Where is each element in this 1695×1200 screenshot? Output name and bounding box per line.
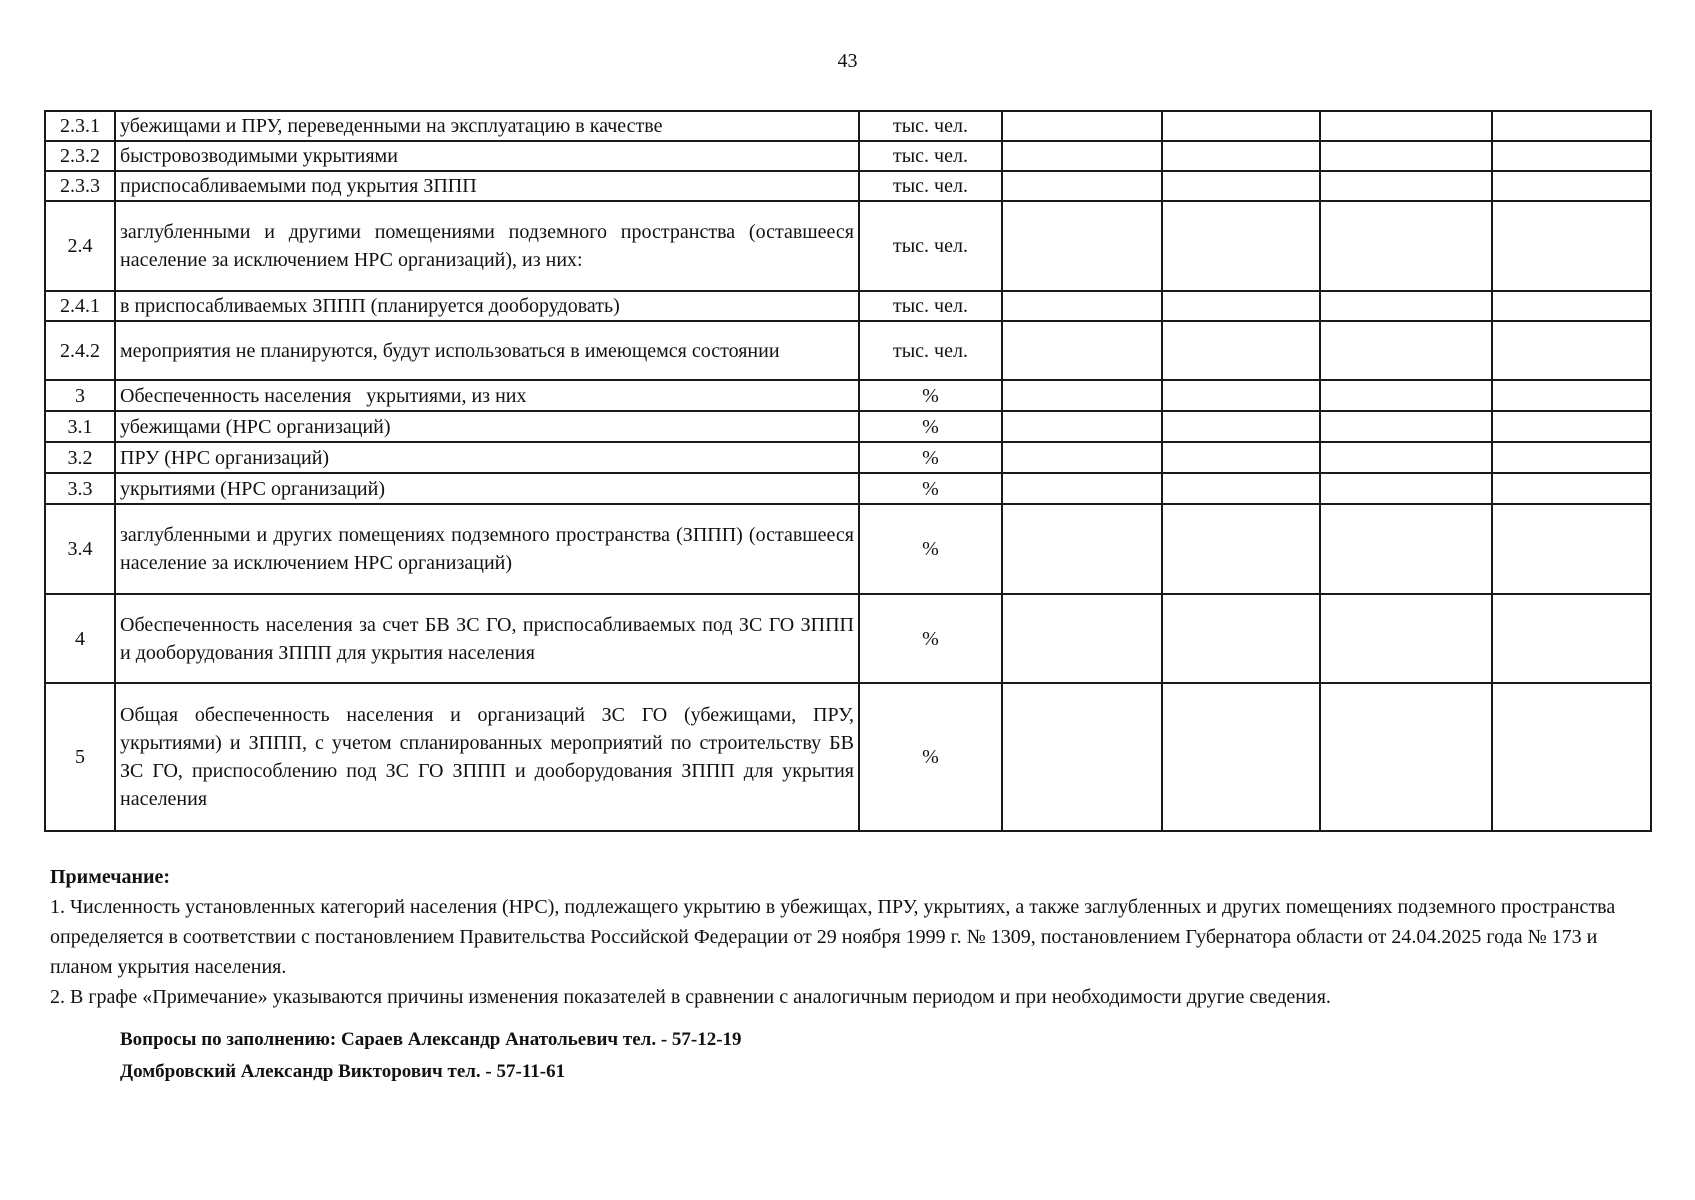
row-number: 2.3.3 — [45, 171, 115, 201]
value-cell — [1320, 380, 1492, 411]
table-row — [45, 594, 1651, 683]
value-cell — [1320, 442, 1492, 473]
value-cell — [1320, 141, 1492, 171]
row-number: 2.4 — [45, 201, 115, 291]
value-cell — [1162, 411, 1320, 442]
table-row — [45, 504, 1651, 594]
row-unit: % — [859, 594, 1002, 683]
value-cell — [1002, 683, 1162, 831]
value-cell — [1002, 504, 1162, 594]
row-description: заглубленными и другими помещениями подземного пространства (оставшееся население за исключением НРС организаций), из них: — [115, 201, 859, 291]
row-number: 2.4.1 — [45, 291, 115, 321]
value-cell — [1162, 171, 1320, 201]
value-cell — [1002, 291, 1162, 321]
row-unit: тыс. чел. — [859, 291, 1002, 321]
row-unit: % — [859, 380, 1002, 411]
row-unit: % — [859, 473, 1002, 504]
table-row — [45, 411, 1651, 442]
row-number: 2.3.2 — [45, 141, 115, 171]
value-cell — [1492, 111, 1651, 141]
value-cell — [1492, 411, 1651, 442]
value-cell — [1002, 473, 1162, 504]
row-description: заглубленными и других помещениях подземного пространства (ЗППП) (оставшееся население за исключением НРС организаций) — [115, 504, 859, 594]
indicators-table — [44, 110, 1652, 832]
value-cell — [1492, 291, 1651, 321]
value-cell — [1320, 171, 1492, 201]
row-unit: % — [859, 411, 1002, 442]
value-cell — [1162, 473, 1320, 504]
value-cell — [1320, 473, 1492, 504]
contacts-section — [120, 1024, 742, 1088]
table-row — [45, 442, 1651, 473]
row-description: убежищами (НРС организаций) — [115, 411, 859, 442]
value-cell — [1320, 291, 1492, 321]
value-cell — [1320, 411, 1492, 442]
row-description: Обеспеченность населения укрытиями, из них — [115, 380, 859, 411]
contact-line-2: Домбровский Александр Викторович тел. - 57-11-61 — [120, 1061, 566, 1082]
notes-section — [50, 862, 1650, 1012]
value-cell — [1162, 594, 1320, 683]
value-cell — [1002, 380, 1162, 411]
table-row — [45, 683, 1651, 831]
table-row — [45, 111, 1651, 141]
value-cell — [1162, 201, 1320, 291]
page-number: 43 — [837, 50, 858, 72]
value-cell — [1320, 594, 1492, 683]
value-cell — [1162, 321, 1320, 380]
notes-title: Примечание: — [50, 866, 171, 888]
row-description: приспосабливаемыми под укрытия ЗППП — [115, 171, 859, 201]
value-cell — [1492, 504, 1651, 594]
value-cell — [1492, 141, 1651, 171]
row-number: 4 — [45, 594, 115, 683]
row-number: 5 — [45, 683, 115, 831]
value-cell — [1320, 321, 1492, 380]
value-cell — [1492, 442, 1651, 473]
value-cell — [1492, 321, 1651, 380]
value-cell — [1320, 201, 1492, 291]
value-cell — [1002, 201, 1162, 291]
table-row — [45, 321, 1651, 380]
contact-line-1: Вопросы по заполнению: Сараев Александр Анатольевич тел. - 57-12-19 — [120, 1029, 742, 1050]
table-row — [45, 473, 1651, 504]
row-number: 3.1 — [45, 411, 115, 442]
row-unit: тыс. чел. — [859, 141, 1002, 171]
row-description: мероприятия не планируются, будут использоваться в имеющемся состоянии — [115, 321, 859, 380]
value-cell — [1162, 111, 1320, 141]
value-cell — [1492, 473, 1651, 504]
value-cell — [1002, 411, 1162, 442]
row-number: 3.4 — [45, 504, 115, 594]
row-unit: тыс. чел. — [859, 201, 1002, 291]
value-cell — [1002, 321, 1162, 380]
row-number: 3.2 — [45, 442, 115, 473]
value-cell — [1162, 291, 1320, 321]
value-cell — [1002, 111, 1162, 141]
value-cell — [1162, 504, 1320, 594]
value-cell — [1492, 171, 1651, 201]
value-cell — [1162, 380, 1320, 411]
value-cell — [1162, 141, 1320, 171]
table-row — [45, 171, 1651, 201]
row-number: 2.3.1 — [45, 111, 115, 141]
value-cell — [1320, 111, 1492, 141]
row-description: ПРУ (НРС организаций) — [115, 442, 859, 473]
value-cell — [1002, 171, 1162, 201]
row-unit: % — [859, 504, 1002, 594]
row-unit: тыс. чел. — [859, 171, 1002, 201]
row-number: 3 — [45, 380, 115, 411]
value-cell — [1002, 141, 1162, 171]
note-2: 2. В графе «Примечание» указываются причины изменения показателей в сравнении с аналогичным периодом и при необходимости другие сведения. — [50, 986, 1331, 1008]
row-number: 2.4.2 — [45, 321, 115, 380]
row-description: укрытиями (НРС организаций) — [115, 473, 859, 504]
table-row — [45, 201, 1651, 291]
row-description: Общая обеспеченность населения и организаций ЗС ГО (убежищами, ПРУ, укрытиями) и ЗППП, с учетом спланированных мероприятий по строительству БВ ЗС ГО, приспособлению под ЗС ГО ЗППП и дооборудования ЗППП для укрытия населения — [115, 683, 859, 831]
row-description: Обеспеченность населения за счет БВ ЗС ГО, приспосабливаемых под ЗС ГО ЗППП и дооборудования ЗППП для укрытия населения — [115, 594, 859, 683]
value-cell — [1162, 442, 1320, 473]
value-cell — [1002, 442, 1162, 473]
row-description: убежищами и ПРУ, переведенными на эксплуатацию в качестве — [115, 111, 859, 141]
value-cell — [1492, 201, 1651, 291]
row-unit: тыс. чел. — [859, 111, 1002, 141]
value-cell — [1492, 594, 1651, 683]
row-unit: тыс. чел. — [859, 321, 1002, 380]
value-cell — [1492, 380, 1651, 411]
value-cell — [1162, 683, 1320, 831]
row-description: быстровозводимыми укрытиями — [115, 141, 859, 171]
table-row — [45, 291, 1651, 321]
value-cell — [1320, 504, 1492, 594]
row-number: 3.3 — [45, 473, 115, 504]
value-cell — [1002, 594, 1162, 683]
table-row — [45, 141, 1651, 171]
note-1: 1. Численность установленных категорий населения (НРС), подлежащего укрытию в убежищах, ПРУ, укрытиях, а также заглубленных и других помещениях подземного пространства определяется в соответствии с постановлением Правительства Российской Федерации от 29 ноября 1999 г. № 1309, постановлением Губернатора области от 24.04.2025 года № 173 и планом укрытия населения. — [50, 896, 1616, 978]
row-description: в приспосабливаемых ЗППП (планируется дооборудовать) — [115, 291, 859, 321]
value-cell — [1492, 683, 1651, 831]
table-row — [45, 380, 1651, 411]
value-cell — [1320, 683, 1492, 831]
row-unit: % — [859, 442, 1002, 473]
row-unit: % — [859, 683, 1002, 831]
